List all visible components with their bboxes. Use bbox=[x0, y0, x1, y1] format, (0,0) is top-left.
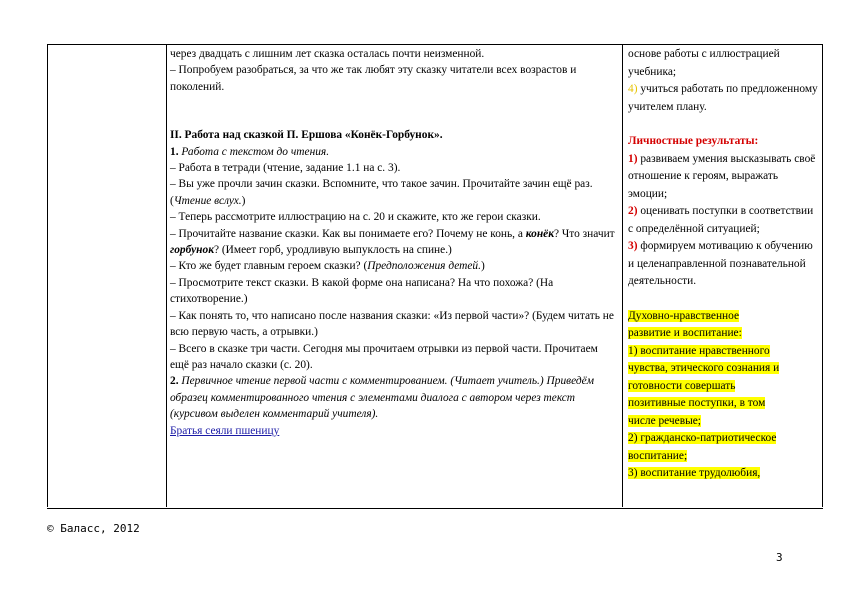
text-link[interactable]: Братья сеяли пшеницу bbox=[170, 424, 280, 437]
step-1 bbox=[170, 144, 618, 160]
paragraph: – Прочитайте название сказки. Как вы понимаете его? Почему не конь, а конёк? Что значит горбунок? (Имеет горб, уродливую выпуклость на спине.) bbox=[170, 227, 615, 257]
paragraph: – Теперь рассмотрите иллюстрацию на с. 20 и скажите, кто же герои сказки. bbox=[170, 211, 541, 224]
paragraph: 4) учиться работать по предложенному учителем плану. bbox=[628, 83, 818, 113]
highlight-line: позитивные поступки, в том bbox=[628, 397, 766, 409]
step-title: Работа с текстом до чтения. bbox=[181, 145, 330, 158]
highlight-line: 2) гражданско-патриотическое bbox=[628, 432, 777, 444]
table-border-left bbox=[47, 44, 48, 507]
paragraph: 2) оценивать поступки в соответствии с определённой ситуацией; bbox=[628, 205, 814, 235]
table-divider-2 bbox=[622, 44, 623, 507]
step-number: 1. bbox=[170, 145, 179, 158]
paragraph: – Вы уже прочли зачин сказки. Вспомните, что такое зачин. Прочитайте зачин ещё раз. (Чтение вслух.) bbox=[170, 178, 593, 207]
paragraph: через двадцать с лишним лет сказка осталась почти неизменной. bbox=[170, 48, 485, 60]
table-divider-1 bbox=[166, 44, 167, 507]
spacer bbox=[628, 291, 820, 308]
personal-results-heading: Личностные результаты: bbox=[628, 135, 759, 147]
page-number: 3 bbox=[776, 551, 783, 564]
paragraph: основе работы с иллюстрацией учебника; bbox=[628, 48, 780, 78]
step-2 bbox=[170, 373, 618, 422]
table-border-right bbox=[822, 44, 823, 507]
highlight-line: готовности совершать bbox=[628, 379, 736, 392]
results-column bbox=[628, 46, 820, 483]
step-number: 2. bbox=[170, 375, 179, 388]
paragraph: 3) формируем мотивацию к обучению и целенаправленной познавательной деятельности. bbox=[628, 240, 813, 287]
spacer bbox=[628, 116, 820, 133]
highlight-line: числе речевые; bbox=[628, 414, 701, 427]
copyright-notice: © Баласс, 2012 bbox=[47, 522, 140, 535]
spacer bbox=[170, 95, 618, 127]
highlight-line: воспитание; bbox=[628, 449, 688, 462]
highlight-line: 1) воспитание нравственного bbox=[628, 344, 770, 357]
highlight-line: развитие и воспитание: bbox=[628, 327, 742, 339]
highlight-line: Духовно-нравственное bbox=[628, 309, 740, 322]
section-heading: II. Работа над сказкой П. Ершова «Конёк-Горбунок». bbox=[170, 129, 443, 142]
highlight-line: чувства, этического сознания и bbox=[628, 362, 780, 374]
paragraph: – Просмотрите текст сказки. В какой форме она написана? На что похожа? (На стихотворение.) bbox=[170, 276, 554, 306]
paragraph: – Работа в тетради (чтение, задание 1.1 на с. 3). bbox=[170, 162, 401, 175]
paragraph: – Всего в сказке три части. Сегодня мы прочитаем отрывки из первой части. Прочитаем ещё раз начало сказки (с. 20). bbox=[170, 342, 598, 371]
highlight-line: 3) воспитание трудолюбия, bbox=[628, 467, 761, 479]
paragraph: 1) развиваем умения высказывать своё отношение к героям, выражать эмоции; bbox=[628, 152, 816, 200]
paragraph: – Попробуем разобраться, за что же так любят эту сказку читатели всех возрастов и поколений. bbox=[170, 64, 577, 93]
paragraph: – Как понять то, что написано после названия сказки: «Из первой части»? (Будем читать не всю первую часть, а отрывки.) bbox=[170, 309, 614, 339]
lesson-steps-column bbox=[170, 46, 618, 439]
paragraph: – Кто же будет главным героем сказки? (Предположения детей.) bbox=[170, 260, 485, 273]
step-title: Первичное чтение первой части с комментированием. (Читает учитель.) Приведём образец комментированного чтения с элементами диалога с автором через текст (курсивом выделен комментарий учителя). bbox=[170, 375, 594, 421]
